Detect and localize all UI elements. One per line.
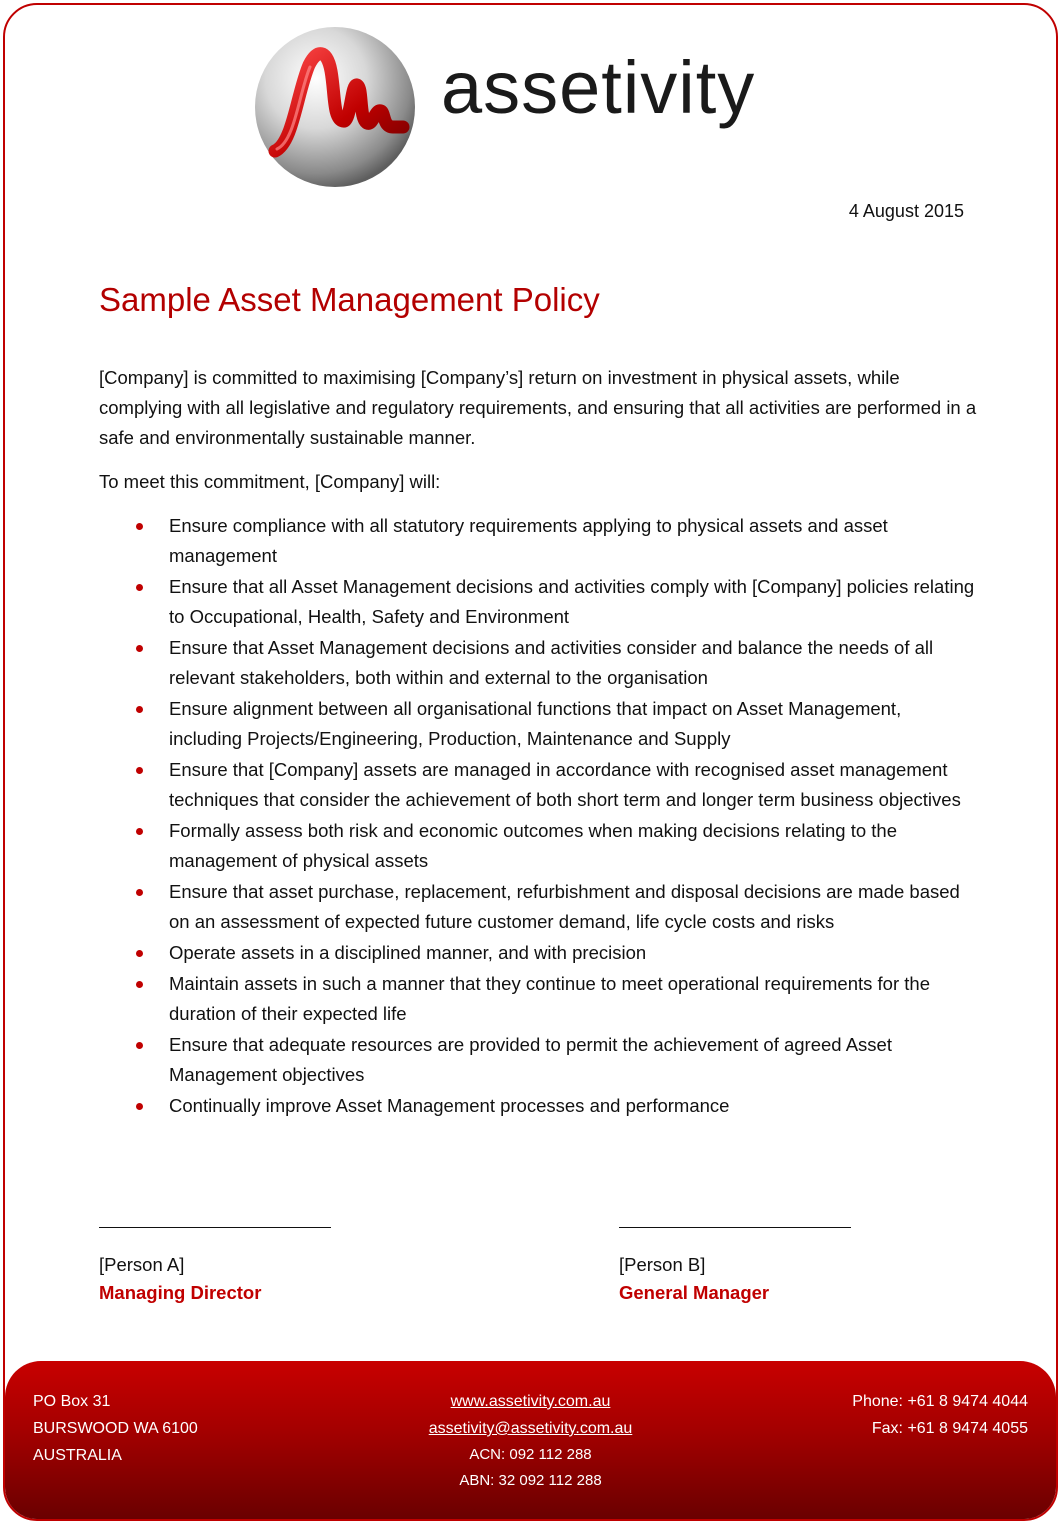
list-item: Maintain assets in such a manner that they continue to meet operational requirements for the duration of their expected life (99, 969, 979, 1029)
letterhead-page (3, 3, 1058, 1521)
footer (5, 1361, 1056, 1519)
commitment-list (99, 511, 979, 1121)
signature-line (619, 1227, 851, 1228)
letter-date: 4 August 2015 (848, 201, 964, 221)
email-link[interactable]: assetivity@assetivity.com.au (428, 1420, 633, 1437)
lead-in-paragraph: To meet this commitment, [Company] will: (99, 471, 441, 492)
signature-line (99, 1227, 331, 1228)
list-item: Ensure that adequate resources are provided to permit the achievement of agreed Asset Management objectives (99, 1030, 979, 1090)
signature-block-b (619, 1227, 851, 1304)
bullet-icon (136, 584, 143, 591)
bullet-icon (136, 523, 143, 530)
bullet-icon (136, 767, 143, 774)
list-item: Formally assess both risk and economic outcomes when making decisions relating to the management of physical assets (99, 816, 979, 876)
list-item: Ensure alignment between all organisational functions that impact on Asset Management, including Projects/Engineering, Production, Maintenance and Supply (99, 694, 979, 754)
list-item: Ensure that all Asset Management decisions and activities comply with [Company] policies relating to Occupational, Health, Safety and Environment (99, 572, 979, 632)
logo-wordmark: assetivity (441, 46, 756, 129)
abn-number: ABN: 32 092 112 288 (459, 1472, 602, 1489)
bullet-icon (136, 1042, 143, 1049)
list-item: Operate assets in a disciplined manner, and with precision (99, 938, 979, 968)
signatory-name: [Person B] (619, 1254, 706, 1275)
fax-number: Fax: +61 8 9474 4055 (871, 1420, 1028, 1437)
signatory-role: General Manager (619, 1282, 770, 1303)
assetivity-logo (253, 23, 833, 193)
bullet-icon (136, 1103, 143, 1110)
list-item: Ensure that Asset Management decisions and activities consider and balance the needs of all relevant stakeholders, both within and external to the organisation (99, 633, 979, 693)
logo-sphere-icon (253, 23, 423, 193)
list-item: Ensure that [Company] assets are managed in accordance with recognised asset management techniques that consider the achievement of both short term and longer term business objectives (99, 755, 979, 815)
bullet-icon (136, 706, 143, 713)
footer-address: PO Box 31 BURSWOOD WA 6100 AUSTRALIA (33, 1393, 198, 1464)
bullet-icon (136, 889, 143, 896)
list-item: Continually improve Asset Management processes and performance (99, 1091, 979, 1121)
acn-number: ACN: 092 112 288 (469, 1446, 592, 1463)
bullet-icon (136, 950, 143, 957)
signature-block-a (99, 1227, 331, 1304)
website-link[interactable]: www.assetivity.com.au (450, 1393, 611, 1410)
list-item: Ensure that asset purchase, replacement, refurbishment and disposal decisions are made based on an assessment of expected future customer demand, life cycle costs and risks (99, 877, 979, 937)
bullet-icon (136, 981, 143, 988)
signatory-role: Managing Director (99, 1282, 262, 1303)
footer-phone-fax (852, 1388, 1028, 1442)
phone-number: Phone: +61 8 9474 4044 (852, 1393, 1028, 1410)
bullet-icon (136, 645, 143, 652)
intro-paragraph: [Company] is committed to maximising [Company’s] return on investment in physical assets, while complying with all legislative and regulatory requirements, and ensuring that all activities are performed in a safe and environmentally sustainable manner. (99, 367, 977, 448)
signatory-name: [Person A] (99, 1254, 185, 1275)
bullet-icon (136, 828, 143, 835)
list-item: Ensure compliance with all statutory requirements applying to physical assets and asset management (99, 511, 979, 571)
page-title: Sample Asset Management Policy (99, 281, 600, 318)
policy-body (99, 363, 979, 1122)
